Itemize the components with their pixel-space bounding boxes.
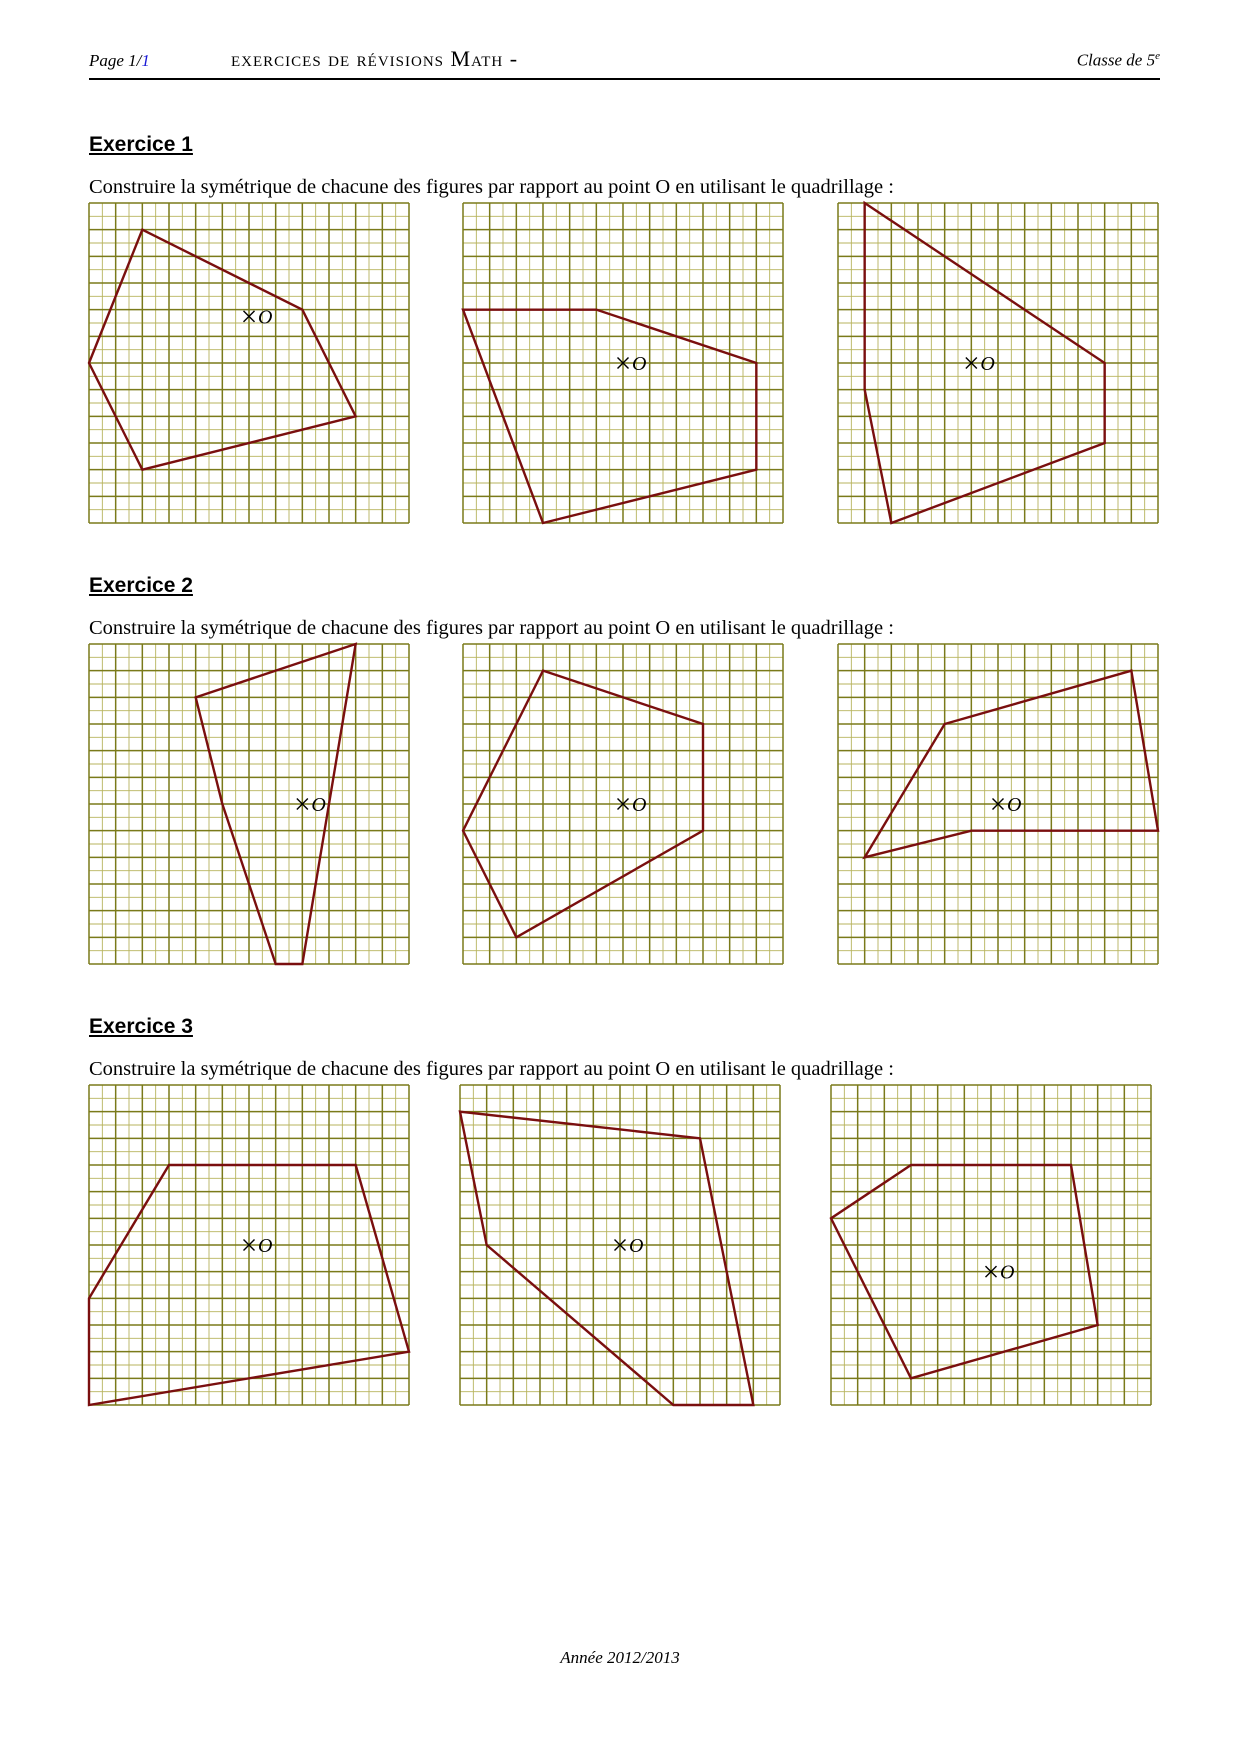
exercise-2-figure-2 <box>463 644 783 964</box>
exercise-1-instruction: Construire la symétrique de chacune des figures par rapport au point O en utilisant le quadrillage : <box>89 176 894 198</box>
point-o-label: O <box>632 794 647 816</box>
page-total-link[interactable]: 1 <box>141 51 150 70</box>
point-o-label: O <box>629 1235 644 1257</box>
point-o-label: O <box>311 794 326 816</box>
exercise-3-title: Exercice 3 <box>89 1015 193 1038</box>
point-o-label: O <box>632 353 647 375</box>
exercise-3-figure-3 <box>831 1085 1151 1405</box>
exercise-2-figure-1 <box>89 644 409 964</box>
page-number <box>89 51 150 71</box>
point-o-label: O <box>1007 794 1022 816</box>
point-o-label: O <box>980 353 995 375</box>
exercise-2-title: Exercice 2 <box>89 574 193 597</box>
point-o-label: O <box>258 1235 273 1257</box>
point-o-label: O <box>258 306 273 329</box>
class-prefix: Classe de 5 <box>1076 51 1156 70</box>
class-superscript: e <box>1155 50 1160 63</box>
exercise-3-instruction: Construire la symétrique de chacune des figures par rapport au point O en utilisant le quadrillage : <box>89 1058 894 1080</box>
exercise-2-instruction: Construire la symétrique de chacune des figures par rapport au point O en utilisant le quadrillage : <box>89 617 894 639</box>
exercise-2-figure-3 <box>838 644 1158 964</box>
exercise-1-figure-1 <box>89 203 409 523</box>
exercise-3-figure-2 <box>460 1085 780 1405</box>
class-label <box>1077 50 1160 71</box>
document-title: exercices de révisions Math - <box>231 46 519 71</box>
page-header <box>89 44 1160 80</box>
exercise-1-figure-2 <box>463 203 783 523</box>
exercise-1-title: Exercice 1 <box>89 133 193 156</box>
page-footer: Année 2012/2013 <box>560 1648 680 1667</box>
exercise-3-figure-1 <box>89 1085 409 1405</box>
point-o-label: O <box>1000 1261 1015 1284</box>
exercise-1-figure-3 <box>838 203 1158 523</box>
page-prefix: Page 1/ <box>89 51 142 70</box>
